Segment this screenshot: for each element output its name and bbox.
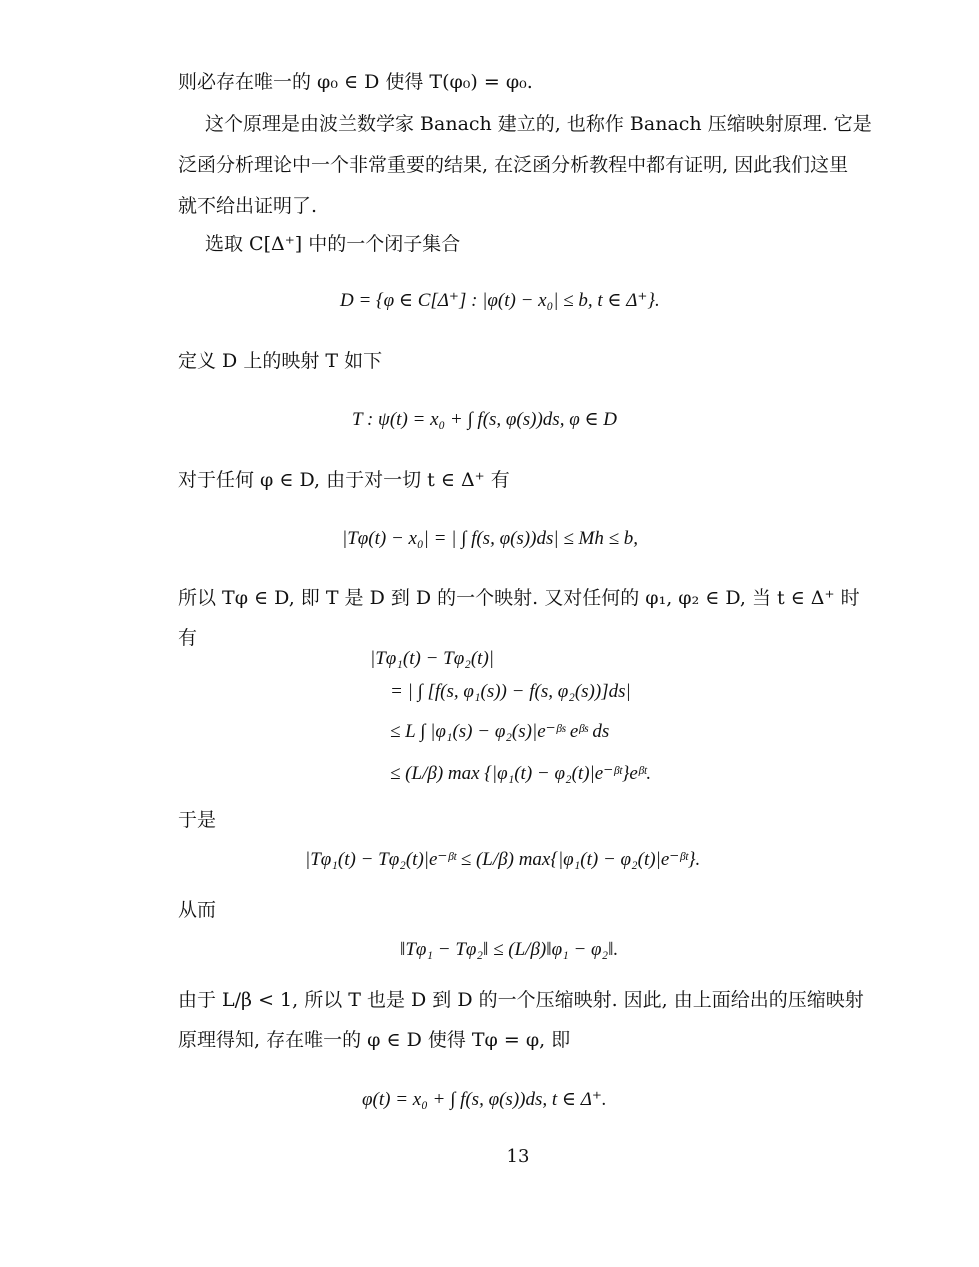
equation-map-T: T : ψ(t) = x₀ + ∫ f(s, φ(s))ds, φ ∈ D — [352, 409, 617, 430]
text-line-6: 定义 D 上的映射 T 如下 — [178, 350, 383, 372]
text-line-11: 从而 — [178, 899, 217, 921]
equation-chain-4: ≤ (L/β) max {|φ₁(t) − φ₂(t)|e⁻ᵝᵗ}eᵝᵗ. — [390, 763, 652, 784]
equation-chain-1: |Tφ₁(t) − Tφ₂(t)| — [370, 648, 495, 669]
text-line-7: 对于任何 φ ∈ D, 由于对一切 t ∈ Δ⁺ 有 — [178, 469, 510, 491]
equation-chain-2: = | ∫ [f(s, φ₁(s)) − f(s, φ₂(s))]ds| — [390, 681, 631, 702]
equation-norm: ‖Tφ₁ − Tφ₂‖ ≤ (L/β)‖φ₁ − φ₂‖. — [400, 939, 619, 960]
text-line-13: 原理得知, 存在唯一的 φ ∈ D 使得 Tφ = φ, 即 — [178, 1029, 571, 1051]
text-line-12: 由于 L/β < 1, 所以 T 也是 D 到 D 的一个压缩映射. 因此, 由上面给出的压缩映射 — [178, 989, 864, 1011]
text-line-3: 泛函分析理论中一个非常重要的结果, 在泛函分析教程中都有证明, 因此我们这里 — [178, 154, 849, 176]
equation-chain-3: ≤ L ∫ |φ₁(s) − φ₂(s)|e⁻ᵝˢ eᵝˢ ds — [390, 721, 610, 742]
text-line-1: 则必存在唯一的 φ₀ ∈ D 使得 T(φ₀) = φ₀. — [178, 71, 533, 93]
text-line-8: 所以 Tφ ∈ D, 即 T 是 D 到 D 的一个映射. 又对任何的 φ₁, φ₂ ∈ D, 当 t ∈ Δ⁺ 时 — [178, 587, 860, 609]
text-line-10: 于是 — [178, 809, 217, 831]
text-line-2: 这个原理是由波兰数学家 Banach 建立的, 也称作 Banach 压缩映射原理. 它是 — [205, 113, 872, 135]
equation-contraction: |Tφ₁(t) − Tφ₂(t)|e⁻ᵝᵗ ≤ (L/β) max{|φ₁(t) − φ₂(t)|e⁻ᵝᵗ}. — [305, 849, 701, 870]
text-line-9: 有 — [178, 627, 198, 649]
text-line-5: 选取 C[Δ⁺] 中的一个闭子集合 — [205, 233, 461, 255]
equation-fixed-point: φ(t) = x₀ + ∫ f(s, φ(s))ds, t ∈ Δ⁺. — [362, 1089, 607, 1110]
equation-bound: |Tφ(t) − x₀| = | ∫ f(s, φ(s))ds| ≤ Mh ≤ b, — [342, 528, 639, 549]
text-line-4: 就不给出证明了. — [178, 195, 318, 217]
equation-set-D: D = {φ ∈ C[Δ⁺] : |φ(t) − x₀| ≤ b, t ∈ Δ⁺}. — [340, 290, 660, 311]
page-number: 13 — [506, 1146, 530, 1167]
